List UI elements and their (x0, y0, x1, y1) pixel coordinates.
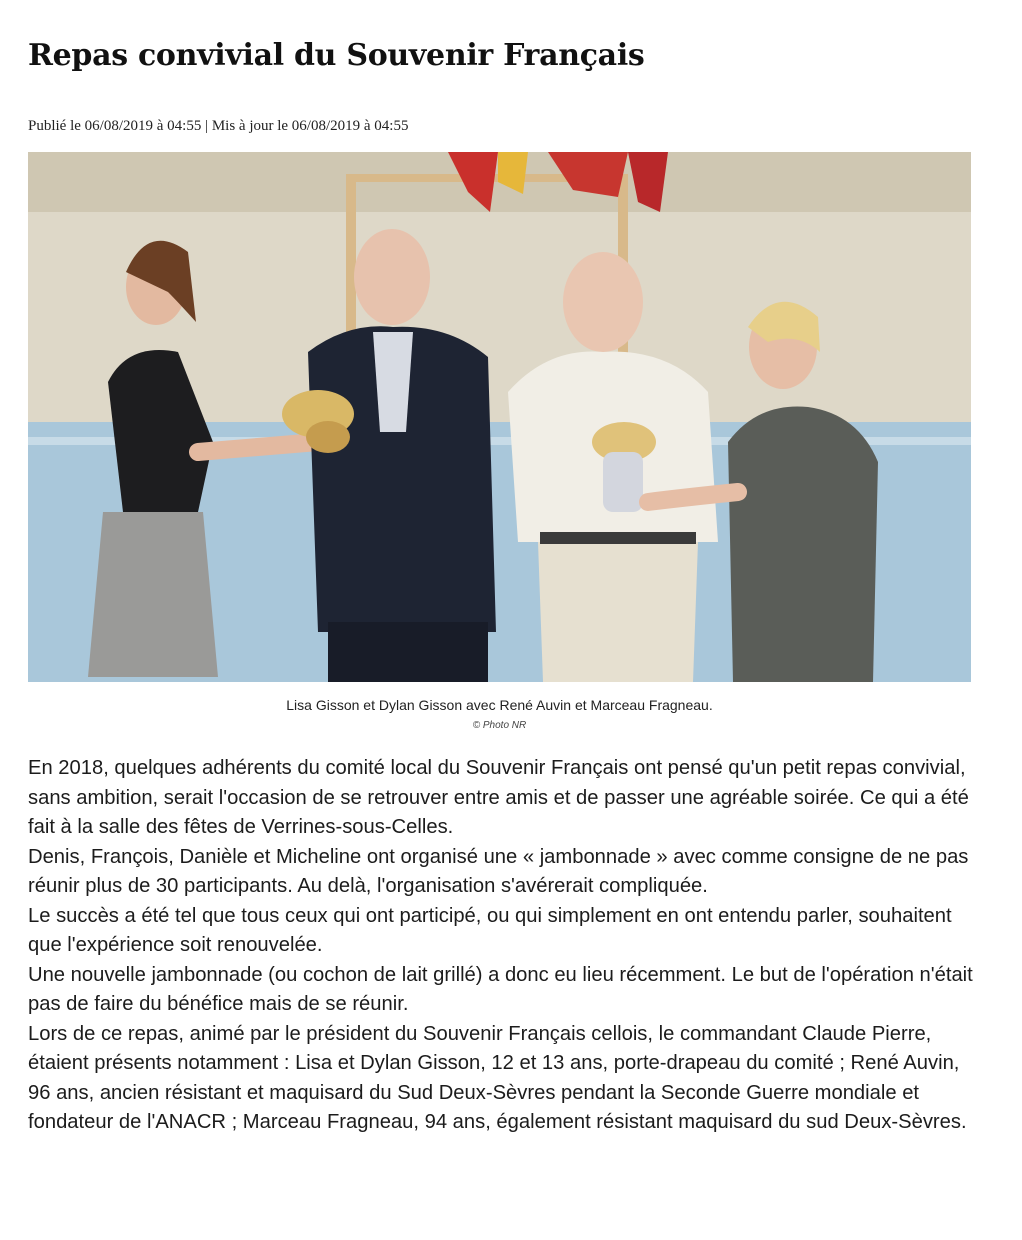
person-head (563, 252, 643, 352)
paragraph: Denis, François, Danièle et Micheline ont organisé une « jambonnade » avec comme consigne de ne pas réunir plus de 30 participants. Au delà, l'organisation s'avérerait compliquée. (28, 845, 969, 897)
article-title: Repas convivial du Souvenir Français (28, 38, 645, 73)
paragraph: Lors de ce repas, animé par le président du Souvenir Français cellois, le commandant Claude Pierre, étaient présents notamment : Lisa et Dylan Gisson, 12 et 13 ans, porte-drapeau du comité ; René Auvin, 96 ans, ancien résistant et maquisard du Sud Deux-Sèvres pendant la Seconde Guerre mondiale et fondateur de l'ANACR ; Marceau Fragneau, 94 ans, également résistant maquisard du sud Deux-Sèvres. (28, 1022, 967, 1133)
photo-illustration (28, 152, 971, 682)
person-trousers (538, 542, 698, 682)
photo-caption: Lisa Gisson et Dylan Gisson avec René Auvin et Marceau Fragneau. (286, 697, 713, 713)
wheat-bouquet (306, 421, 350, 453)
person-arm (648, 492, 738, 502)
person-trousers (328, 622, 488, 682)
person-belt (540, 532, 696, 544)
photo-credit: © Photo NR (472, 720, 527, 731)
article-photo (28, 152, 971, 682)
article-body (28, 754, 976, 1138)
person-shirt (373, 332, 413, 432)
paragraph: Le succès a été tel que tous ceux qui ont participé, ou qui simplement en ont entendu parler, souhaitent que l'expérience soit renouvelée. (28, 904, 952, 956)
paragraph: Une nouvelle jambonnade (ou cochon de lait grillé) a donc eu lieu récemment. Le but de l'opération n'était pas de faire du bénéfice mais de se réunir. (28, 963, 973, 1015)
publication-date: Publié le 06/08/2019 à 04:55 | Mis à jour le 06/08/2019 à 04:55 (28, 118, 409, 134)
person-skirt (88, 512, 218, 677)
paragraph: En 2018, quelques adhérents du comité local du Souvenir Français ont pensé qu'un petit repas convivial, sans ambition, serait l'occasion de se retrouver entre amis et de passer une agréable soirée. Ce qui a été fait à la salle des fêtes de Verrines-sous-Celles. (28, 757, 969, 838)
person-tshirt (728, 406, 878, 682)
bouquet-holder (603, 452, 643, 512)
person-head (354, 229, 430, 325)
person-arm (198, 442, 318, 452)
